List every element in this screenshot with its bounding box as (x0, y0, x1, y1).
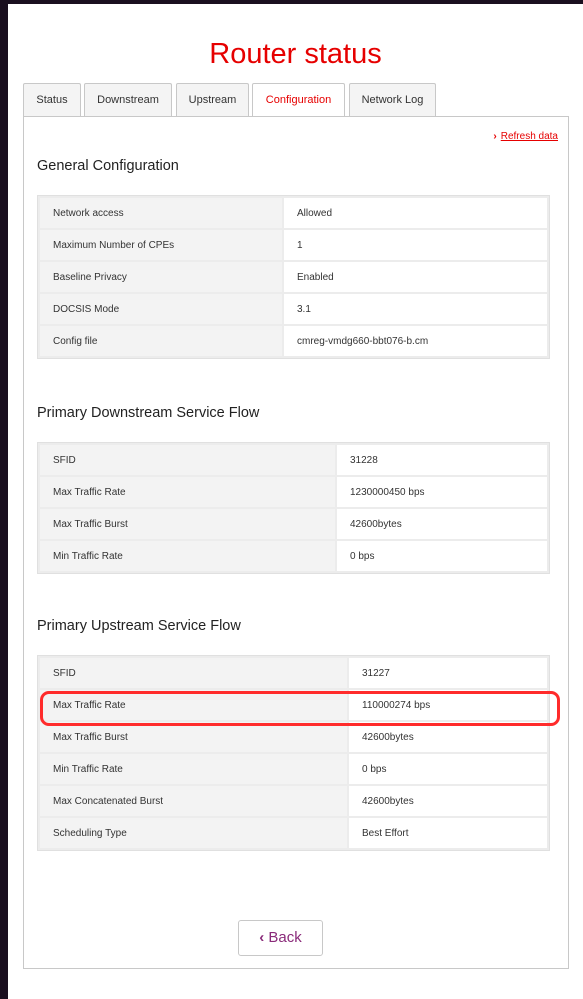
row-value: 42600bytes (349, 786, 547, 816)
tab-label: Status (36, 94, 68, 106)
row-value: 42600bytes (349, 722, 547, 752)
row-value: Allowed (284, 198, 547, 228)
row-value: 42600bytes (337, 509, 547, 539)
table-row (40, 786, 547, 816)
row-key: Maximum Number of CPEs (40, 230, 282, 260)
tab-label: Network Log (361, 94, 424, 106)
tab-downstream[interactable] (84, 83, 172, 116)
row-key: Max Traffic Burst (40, 509, 335, 539)
row-value: 31227 (349, 658, 547, 688)
row-key: SFID (40, 658, 347, 688)
row-value: cmreg-vmdg660-bbt076-b.cm (284, 326, 547, 356)
row-key: Min Traffic Rate (40, 541, 335, 571)
row-key: DOCSIS Mode (40, 294, 282, 324)
chevron-right-icon: › (493, 131, 497, 142)
row-value: 3.1 (284, 294, 547, 324)
row-key: Baseline Privacy (40, 262, 282, 292)
upstream-flow-table (37, 655, 550, 851)
table-row (40, 818, 547, 848)
tab-status[interactable] (23, 83, 81, 116)
table-row (40, 294, 547, 324)
table-row (40, 658, 547, 688)
table-row (40, 541, 547, 571)
row-value: Enabled (284, 262, 547, 292)
row-key: Max Traffic Rate (40, 690, 347, 720)
row-value: 1230000450 bps (337, 477, 547, 507)
configuration-panel (23, 116, 569, 969)
back-button-label: Back (268, 929, 302, 946)
table-row (40, 198, 547, 228)
row-value: 0 bps (349, 754, 547, 784)
highlight-annotation (40, 691, 560, 726)
downstream-flow-title: Primary Downstream Service Flow (37, 405, 260, 421)
table-row (40, 509, 547, 539)
table-row (40, 477, 547, 507)
page-title: Router status (209, 38, 382, 70)
row-key: Scheduling Type (40, 818, 347, 848)
general-configuration-title: General Configuration (37, 158, 179, 174)
row-key: Config file (40, 326, 282, 356)
table-row (40, 722, 547, 752)
table-row (40, 445, 547, 475)
row-key: Max Traffic Burst (40, 722, 347, 752)
tab-label: Configuration (265, 94, 332, 106)
refresh-data-label: Refresh data (500, 131, 558, 142)
table-row (40, 326, 547, 356)
table-row (40, 230, 547, 260)
refresh-data-link[interactable] (493, 131, 558, 142)
row-key: Network access (40, 198, 282, 228)
upstream-flow-title: Primary Upstream Service Flow (37, 618, 241, 634)
row-value: 110000274 bps (349, 690, 547, 720)
row-value: 0 bps (337, 541, 547, 571)
tab-configuration[interactable] (252, 83, 345, 118)
row-key: SFID (40, 445, 335, 475)
tab-upstream[interactable] (176, 83, 249, 116)
back-button[interactable] (238, 920, 323, 956)
table-row (40, 262, 547, 292)
row-key: Max Concatenated Burst (40, 786, 347, 816)
row-key: Max Traffic Rate (40, 477, 335, 507)
tab-network-log[interactable] (349, 83, 436, 116)
tab-label: Upstream (188, 94, 237, 106)
row-value: 1 (284, 230, 547, 260)
router-status-page (8, 4, 583, 999)
downstream-flow-table (37, 442, 550, 574)
chevron-left-icon: ‹ (259, 929, 265, 946)
table-row (40, 754, 547, 784)
row-value: Best Effort (349, 818, 547, 848)
general-configuration-table (37, 195, 550, 359)
row-value: 31228 (337, 445, 547, 475)
row-key: Min Traffic Rate (40, 754, 347, 784)
tab-label: Downstream (97, 94, 159, 106)
